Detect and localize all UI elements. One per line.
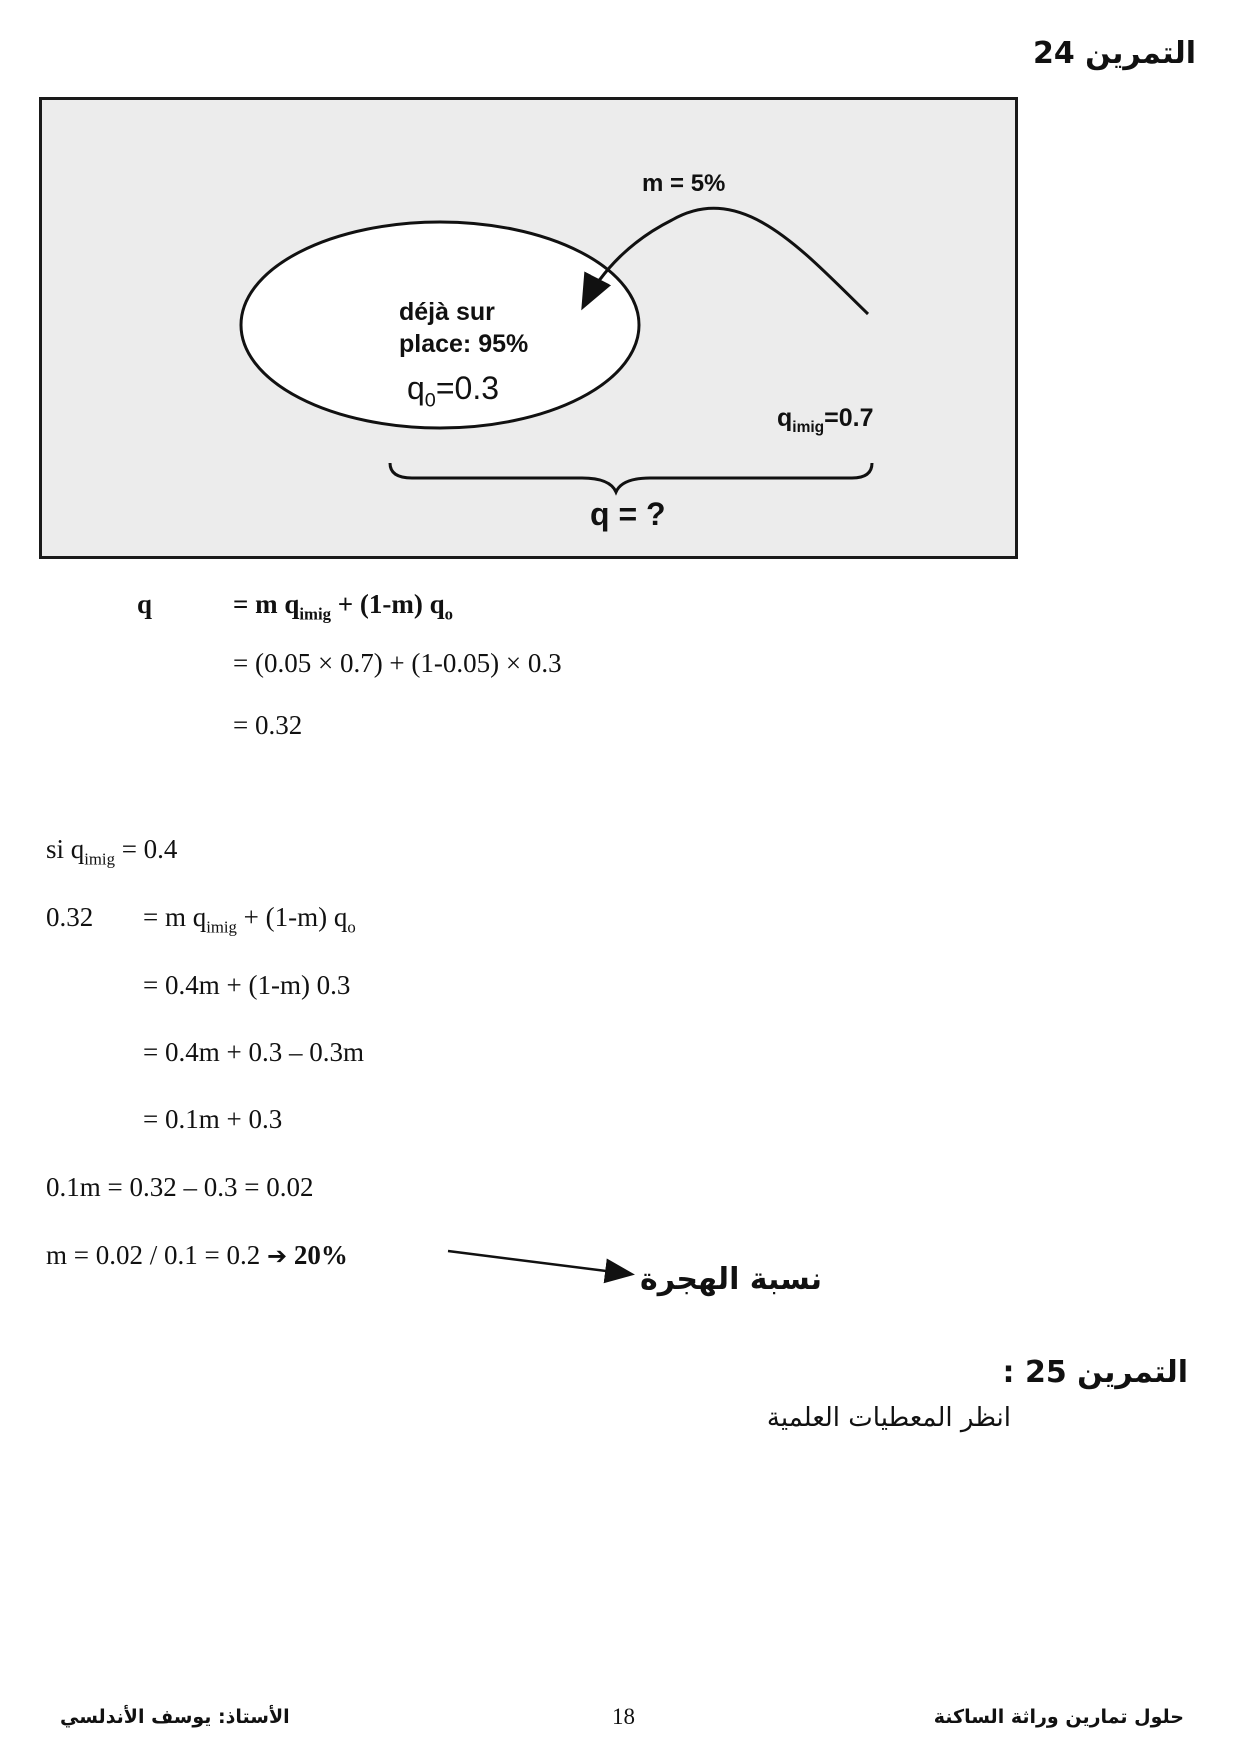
- qimig-label: $q_{imig}=0.7$: [777, 404, 874, 436]
- solution1-line3: = 0.32: [233, 710, 303, 740]
- solution1-lhs: q: [137, 589, 153, 619]
- migration-rate-label: m = 5%: [642, 170, 726, 197]
- page-number: 18: [612, 1704, 635, 1729]
- solution2-line2: = 0.4m + (1-m) 0.3: [143, 970, 351, 1000]
- footer-course-title: حلول تمارين وراثة الساكنة: [933, 1706, 1184, 1728]
- total-population-brace: [390, 463, 872, 492]
- resident-label-line2: place: 95%: [399, 330, 529, 358]
- solution1-line2: = (0.05 × 0.7) + (1-0.05) × 0.3: [233, 648, 562, 678]
- footer-author: الأستاذ: يوسف الأندلسي: [60, 1706, 290, 1728]
- exercise-24-title: التمرين 24: [1032, 36, 1196, 71]
- diagram-graphics: [42, 100, 1015, 556]
- migration-rate-annotation: نسبة الهجرة: [640, 1262, 823, 1297]
- exercise-25-title: التمرين 25 :: [1002, 1355, 1188, 1390]
- solution2-line1: = m $q_{imig} + (1-m)$ $q_o$: [143, 902, 356, 937]
- solution2-line5: 0.1m = 0.32 – 0.3 = 0.02: [46, 1172, 314, 1202]
- right-arrow-icon: ➔: [266, 1242, 288, 1270]
- q0-label: $q_0=0.3$: [407, 370, 499, 412]
- solution2-line6: m = 0.02 / 0.1 = 0.2 ➔ 20%: [46, 1240, 348, 1270]
- solution2-condition: si $q_{imig} = 0.4$: [46, 834, 178, 869]
- solution2-line3: = 0.4m + 0.3 – 0.3m: [143, 1037, 364, 1067]
- annotation-arrow: [440, 1240, 640, 1290]
- solution1-line1: = m $q_{imig} + (1-m)$ $q_o$: [233, 589, 454, 624]
- solution2-line4: = 0.1m + 0.3: [143, 1104, 283, 1134]
- exercise-25-note: انظر المعطيات العلمية: [766, 1403, 1011, 1433]
- migration-result: 20%: [293, 1240, 348, 1270]
- migration-diagram: [39, 97, 1018, 559]
- resident-label-line1: déjà sur: [399, 298, 495, 326]
- q-unknown-label: q = ?: [590, 496, 666, 532]
- solution2-lhs: 0.32: [46, 902, 94, 932]
